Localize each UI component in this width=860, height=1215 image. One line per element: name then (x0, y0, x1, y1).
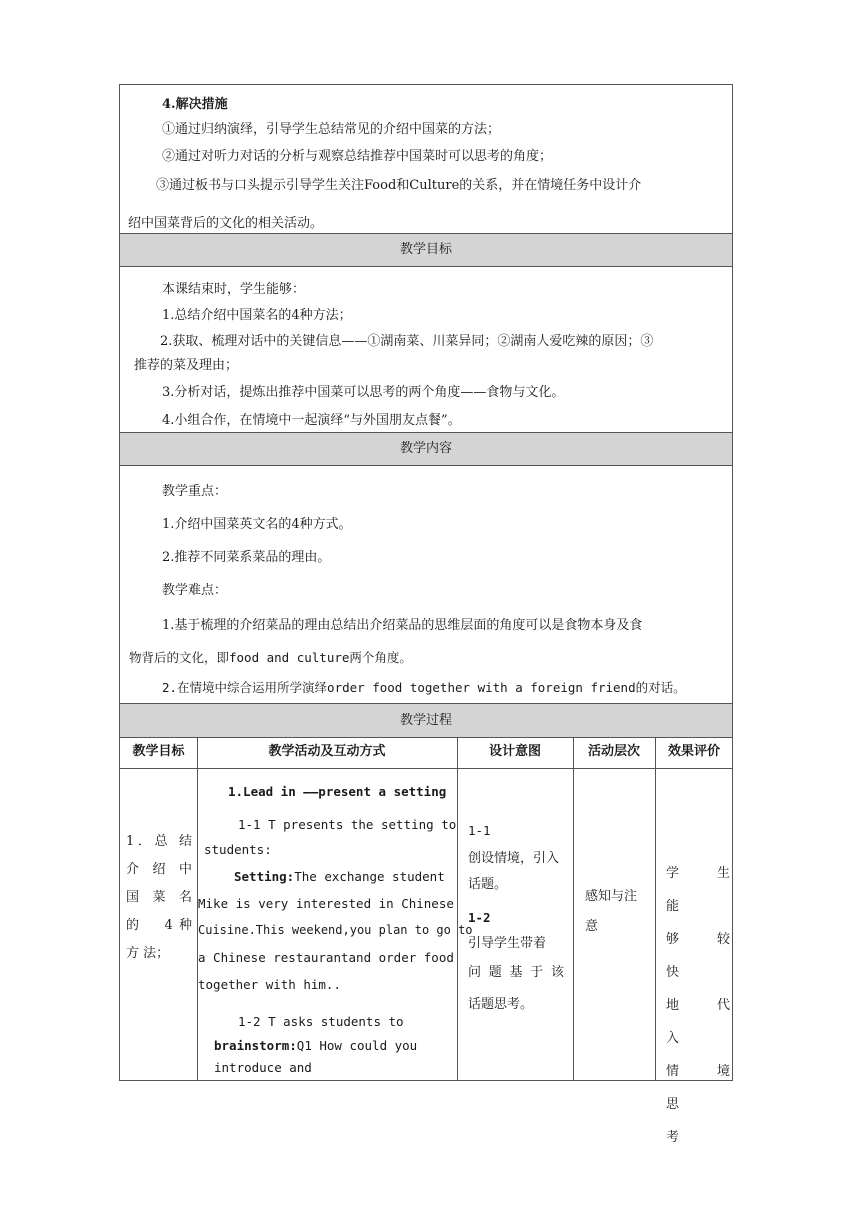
intent-2-end: 话题思考。 (468, 997, 534, 1012)
process-table (120, 737, 744, 1145)
header-activity: 教学活动及互动方式 (268, 744, 386, 759)
brainstorm-label: brainstorm: (214, 1038, 297, 1053)
setting-line: Mike is very interested in Chinese (198, 896, 454, 911)
key-point-2: 2.推荐不同菜系菜品的理由。 (162, 550, 331, 565)
content-title: 教学内容 (399, 441, 452, 456)
goal-line: 介 绍 中 (126, 862, 192, 877)
evaluation-line: 情 境 思 (666, 1064, 744, 1112)
intent-2: 引导学生带着 (468, 936, 547, 951)
objective-3: 3.分析对话，提炼出推荐中国菜可以思考的两个角度——食物与文化。 (162, 385, 565, 400)
brainstorm-text: Q1 How could you (296, 1038, 418, 1053)
header-evaluation: 效果评价 (667, 744, 720, 759)
activity-brainstorm (214, 1038, 417, 1053)
header-level: 活动层次 (587, 744, 640, 759)
content-band (120, 432, 732, 466)
activity-setting (234, 869, 445, 884)
setting-line: a Chinese restaurantand order food (198, 950, 454, 965)
setting-line: together with him.. (198, 977, 341, 992)
objective-4: 4.小组合作，在情境中一起演绎“与外国朋友点餐”。 (162, 413, 461, 428)
difficulty-2: 2.在情境中综合运用所学演绎order food together with a foreign friend的对话。 (162, 680, 686, 695)
header-intent: 设计意图 (488, 744, 541, 759)
key-points-label: 教学重点： (162, 484, 228, 499)
measures-item-3: ③通过板书与口头提示引导学生关注Food和Culture的关系，并在情境任务中设计介 (156, 178, 642, 193)
difficulty-1-cont: 物背后的文化，即food and culture两个角度。 (129, 650, 412, 665)
activity-step-title: 1.Lead in ——present a setting (228, 784, 447, 799)
intent-2-cont: 问 题 基 于 该 (468, 965, 564, 980)
key-point-1: 1.介绍中国菜英文名的4种方式。 (162, 517, 352, 532)
goal-cell (126, 828, 192, 968)
difficulties-label: 教学难点： (162, 583, 228, 598)
setting-text: The exchange student (294, 869, 445, 884)
level-text-cont: 意 (585, 919, 599, 934)
intent-number-1: 1-1 (468, 823, 491, 838)
level-text: 感知与注 (585, 889, 638, 904)
lesson-plan-table (119, 84, 744, 1145)
evaluation-line: 学 生 能 (666, 866, 744, 914)
objectives-title: 教学目标 (399, 242, 452, 257)
intent-number-2: 1-2 (468, 910, 491, 925)
measures-item-3-cont: 绍中国菜背后的文化的相关活动。 (128, 216, 324, 231)
objectives-band (120, 233, 732, 267)
measures-heading: 4.解决措施 (162, 97, 228, 112)
goal-line: 国 菜 名 (126, 890, 192, 905)
objective-2: 2.获取、梳理对话中的关键信息——①湖南菜、川菜异同；②湖南人爱吃辣的原因；③ (160, 334, 654, 349)
objectives-intro: 本课结束时，学生能够： (162, 282, 306, 297)
evaluation-cell (666, 857, 744, 1154)
goal-line: 的 4种 (126, 918, 192, 933)
activity-1-2-cont: introduce and (214, 1060, 312, 1075)
evaluation-line: 够 较 快 (666, 932, 744, 980)
objective-1: 1.总结介绍中国菜名的4种方法； (162, 308, 352, 323)
measures-item-2: ②通过对听力对话的分析与观察总结推荐中国菜时可以思考的角度； (162, 149, 553, 164)
setting-line: Cuisine.This weekend,you plan to go to (198, 923, 473, 937)
goal-line: 1．总 结 (126, 834, 192, 849)
intent-1: 创设情境，引入 (468, 851, 560, 866)
evaluation-line: 地 代 入 (666, 998, 744, 1046)
process-band (120, 703, 732, 738)
intent-1-cont: 话题。 (468, 877, 508, 892)
activity-1-1-cont: students: (204, 842, 272, 857)
goal-line: 方 法； (126, 946, 170, 961)
activity-1-2: 1-2 T asks students to (238, 1014, 404, 1029)
measures-item-1: ①通过归纳演绎，引导学生总结常见的介绍中国菜的方法； (162, 122, 501, 137)
activity-1-1: 1-1 T presents the setting to (238, 817, 457, 832)
setting-label: Setting: (234, 869, 295, 884)
objective-2-cont: 推荐的菜及理由； (134, 358, 239, 373)
evaluation-line: 考 (666, 1130, 680, 1145)
process-title: 教学过程 (399, 713, 452, 728)
header-goal: 教学目标 (132, 744, 185, 759)
difficulty-1: 1.基于梳理的介绍菜品的理由总结出介绍菜品的思维层面的角度可以是食物本身及食 (162, 618, 643, 633)
